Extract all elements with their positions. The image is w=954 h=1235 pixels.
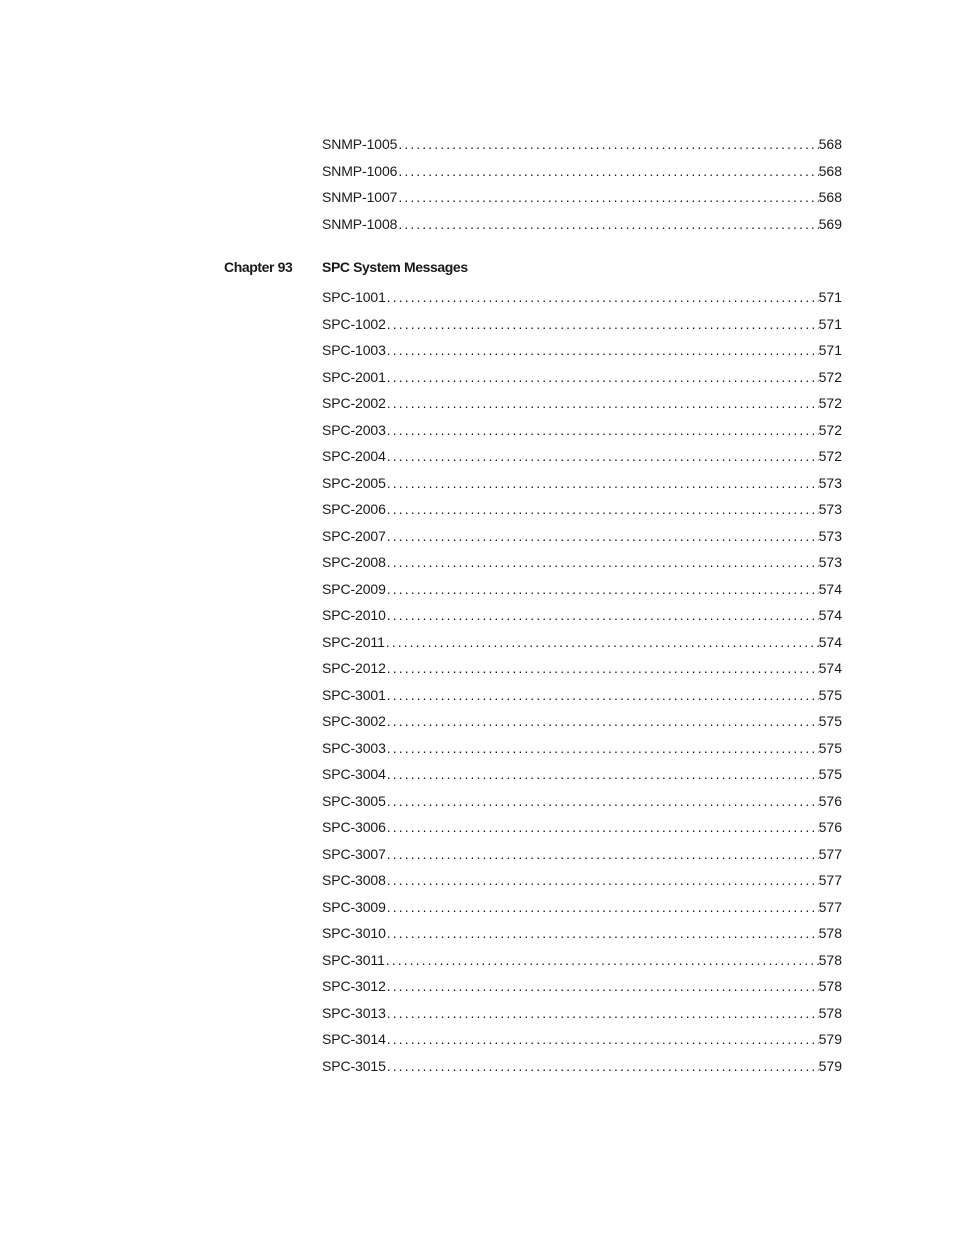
toc-entry[interactable] — [322, 211, 842, 238]
toc-entry-label: SPC-1003 — [322, 342, 386, 358]
toc-entry[interactable] — [322, 814, 842, 841]
toc-entry-label: SPC-3015 — [322, 1057, 386, 1074]
toc-entry-label: SPC-3004 — [322, 766, 386, 782]
toc-entry-page-number: 577 — [818, 872, 842, 888]
toc-entry[interactable] — [322, 131, 842, 158]
toc-entry[interactable] — [322, 602, 842, 629]
dot-leader — [386, 814, 819, 841]
toc-entry[interactable] — [322, 867, 842, 894]
dot-leader — [386, 364, 819, 391]
dot-leader — [386, 1026, 819, 1053]
toc-entry[interactable] — [322, 284, 842, 311]
dot-leader — [386, 1000, 819, 1027]
dot-leader — [386, 973, 819, 1000]
toc-entry-page-number: 572 — [818, 395, 842, 411]
dot-leader — [386, 523, 819, 550]
toc-entry-label: SPC-3008 — [322, 872, 386, 888]
dot-leader — [386, 496, 819, 523]
chapter-heading — [224, 256, 844, 278]
dot-leader — [397, 131, 818, 158]
dot-leader — [386, 920, 819, 947]
toc-entry-label: SPC-3003 — [322, 739, 386, 756]
toc-entry-page-number: 569 — [818, 215, 842, 232]
toc-snmp-list — [322, 131, 842, 237]
toc-entry-page-number: 568 — [818, 162, 842, 179]
toc-entry-label: SPC-3006 — [322, 819, 386, 835]
toc-entry-page-number: 571 — [818, 342, 842, 358]
dot-leader — [386, 788, 819, 815]
toc-entry-label: SPC-2012 — [322, 660, 386, 676]
toc-entry-page-number: 573 — [818, 501, 842, 517]
toc-entry-page-number: 568 — [818, 189, 842, 205]
dot-leader — [397, 211, 818, 238]
toc-entry-label: SPC-2001 — [322, 368, 386, 385]
dot-leader — [386, 549, 819, 576]
dot-leader — [386, 761, 819, 788]
dot-leader — [397, 158, 818, 185]
dot-leader — [386, 655, 819, 682]
toc-entry-page-number: 575 — [818, 766, 842, 782]
toc-entry-label: SPC-2006 — [322, 501, 386, 517]
toc-entry[interactable] — [322, 158, 842, 185]
toc-entry[interactable] — [322, 311, 842, 338]
dot-leader — [397, 184, 818, 211]
toc-entry-label: SNMP-1008 — [322, 215, 398, 232]
toc-entry[interactable] — [322, 1000, 842, 1027]
dot-leader — [386, 682, 819, 709]
toc-entry-label: SPC-3014 — [322, 1031, 386, 1047]
toc-entry-page-number: 574 — [818, 660, 842, 676]
toc-entry[interactable] — [322, 1053, 842, 1080]
toc-entry-page-number: 577 — [818, 845, 842, 862]
toc-entry-label: SPC-3002 — [322, 713, 386, 729]
toc-entry-page-number: 578 — [818, 1004, 842, 1021]
toc-entry[interactable] — [322, 788, 842, 815]
chapter-title[interactable]: SPC System Messages — [322, 259, 468, 275]
toc-entry[interactable] — [322, 576, 842, 603]
toc-entry-page-number: 574 — [818, 633, 842, 650]
toc-entry-page-number: 574 — [818, 580, 842, 597]
toc-entry-label: SPC-3001 — [322, 686, 386, 703]
dot-leader — [385, 947, 819, 974]
toc-entry-label: SPC-3013 — [322, 1004, 386, 1021]
dot-leader — [386, 735, 819, 762]
chapter-number: Chapter 93 — [224, 259, 293, 275]
toc-entry-label: SPC-2007 — [322, 527, 386, 544]
dot-leader — [386, 311, 819, 338]
toc-entry-page-number: 575 — [818, 739, 842, 756]
toc-entry-page-number: 571 — [818, 289, 842, 305]
toc-entry-page-number: 571 — [818, 315, 842, 332]
dot-leader — [386, 602, 819, 629]
toc-entry-page-number: 579 — [818, 1057, 842, 1074]
toc-entry-page-number: 574 — [818, 607, 842, 623]
toc-entry-label: SPC-2011 — [322, 633, 385, 650]
toc-entry-label: SNMP-1007 — [322, 189, 398, 205]
toc-entry[interactable] — [322, 761, 842, 788]
toc-entry-page-number: 576 — [818, 792, 842, 809]
dot-leader — [386, 443, 819, 470]
dot-leader — [385, 629, 819, 656]
toc-entry[interactable] — [322, 947, 842, 974]
toc-entry[interactable] — [322, 470, 842, 497]
toc-entry[interactable] — [322, 894, 842, 921]
toc-entry-page-number: 578 — [818, 978, 842, 994]
toc-entry[interactable] — [322, 920, 842, 947]
toc-entry-label: SPC-3005 — [322, 792, 386, 809]
dot-leader — [386, 1053, 819, 1080]
toc-entry[interactable] — [322, 973, 842, 1000]
dot-leader — [386, 390, 819, 417]
toc-entry[interactable] — [322, 337, 842, 364]
toc-entry-label: SPC-2009 — [322, 580, 386, 597]
toc-entry-label: SPC-2010 — [322, 607, 386, 623]
toc-entry[interactable] — [322, 655, 842, 682]
toc-entry-page-number: 578 — [818, 925, 842, 941]
toc-entry-label: SPC-1002 — [322, 315, 386, 332]
toc-entry-page-number: 573 — [818, 554, 842, 570]
toc-entry[interactable] — [322, 184, 842, 211]
toc-entry[interactable] — [322, 735, 842, 762]
toc-entry[interactable] — [322, 390, 842, 417]
toc-entry[interactable] — [322, 682, 842, 709]
toc-entry-label: SPC-2003 — [322, 421, 386, 438]
toc-entry[interactable] — [322, 708, 842, 735]
toc-entry[interactable] — [322, 1026, 842, 1053]
toc-entry-label: SPC-3009 — [322, 898, 386, 915]
toc-entry-label: SPC-3010 — [322, 925, 386, 941]
toc-entry-label: SNMP-1005 — [322, 136, 398, 152]
toc-entry-page-number: 568 — [818, 136, 842, 152]
dot-leader — [386, 894, 819, 921]
toc-entry-page-number: 572 — [818, 421, 842, 438]
toc-entry-label: SPC-2008 — [322, 554, 386, 570]
toc-spc-list — [322, 284, 842, 1079]
toc-entry[interactable] — [322, 496, 842, 523]
dot-leader — [386, 708, 819, 735]
dot-leader — [386, 841, 819, 868]
toc-entry-label: SPC-2004 — [322, 448, 386, 464]
toc-entry-label: SPC-1001 — [322, 289, 386, 305]
toc-entry-page-number: 575 — [818, 713, 842, 729]
toc-entry[interactable] — [322, 417, 842, 444]
toc-entry-page-number: 572 — [818, 448, 842, 464]
toc-entry-label: SNMP-1006 — [322, 162, 398, 179]
toc-entry[interactable] — [322, 364, 842, 391]
dot-leader — [386, 284, 819, 311]
toc-entry-page-number: 573 — [818, 474, 842, 491]
toc-entry-label: SPC-2005 — [322, 474, 386, 491]
toc-entry-page-number: 576 — [818, 819, 842, 835]
toc-entry[interactable] — [322, 629, 842, 656]
toc-entry[interactable] — [322, 523, 842, 550]
toc-entry-page-number: 578 — [818, 951, 842, 968]
toc-entry-label: SPC-3012 — [322, 978, 386, 994]
toc-entry[interactable] — [322, 549, 842, 576]
dot-leader — [386, 337, 819, 364]
toc-entry[interactable] — [322, 443, 842, 470]
dot-leader — [386, 576, 819, 603]
toc-entry[interactable] — [322, 841, 842, 868]
dot-leader — [386, 470, 819, 497]
toc-entry-page-number: 577 — [818, 898, 842, 915]
toc-entry-label: SPC-2002 — [322, 395, 386, 411]
dot-leader — [386, 417, 819, 444]
toc-entry-label: SPC-3011 — [322, 951, 385, 968]
toc-entry-page-number: 579 — [818, 1031, 842, 1047]
toc-entry-page-number: 573 — [818, 527, 842, 544]
toc-entry-page-number: 575 — [818, 686, 842, 703]
toc-entry-page-number: 572 — [818, 368, 842, 385]
toc-entry-label: SPC-3007 — [322, 845, 386, 862]
dot-leader — [386, 867, 819, 894]
